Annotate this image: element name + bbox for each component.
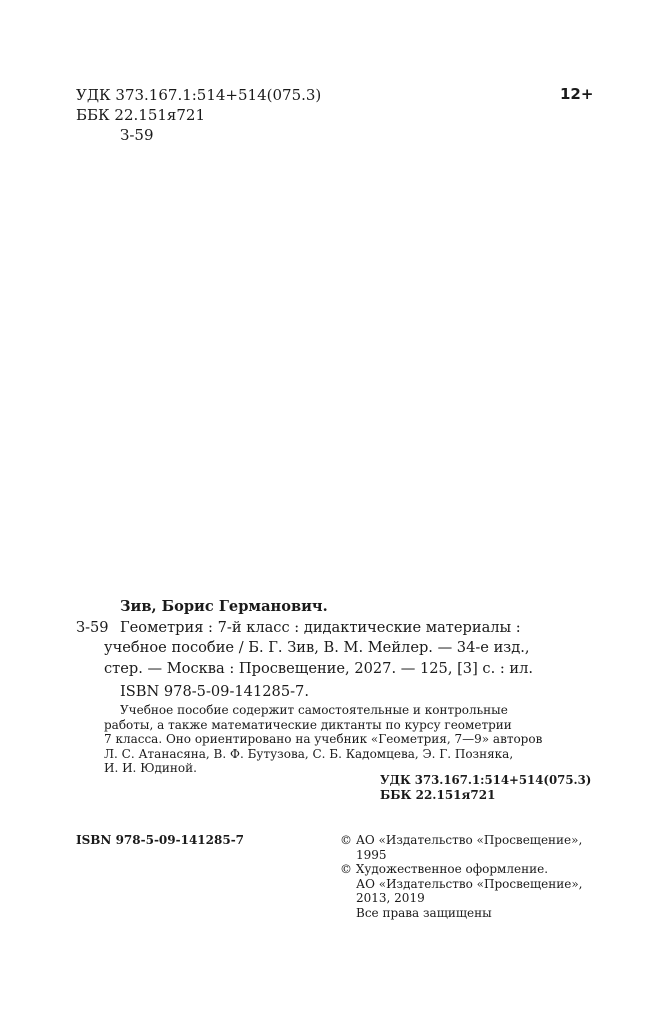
annotation-line-1: Учебное пособие содержит самостоятельные и контрольные [120,703,508,717]
top-udk: УДК 373.167.1:514+514(075.3) [76,86,322,104]
entry-line-1: Геометрия : 7-й класс : дидактические материалы : [120,619,521,636]
entry-code: З-59 [76,619,109,636]
top-bbk: ББК 22.151я721 [76,106,206,124]
entry-author: Зив, Борис Германович. [120,598,328,615]
annotation-line-2: работы, а также математические диктанты по курсу геометрии [104,718,512,732]
annotation-line-3: 7 класса. Оно ориентировано на учебник «Геометрия, 7—9» авторов [104,732,543,746]
copyright-line-5: 2013, 2019 [356,891,425,905]
entry-line-3: стер. — Москва : Просвещение, 2027. — 125, [3] с. : ил. [104,660,534,677]
copyright-line-1: © АО «Издательство «Просвещение», [340,833,583,847]
annotation-line-4: Л. С. Атанасяна, В. Ф. Бутузова, С. Б. Кадомцева, Э. Г. Позняка, [104,747,514,761]
annotation-line-5: И. И. Юдиной. [104,761,197,775]
classification-udk: УДК 373.167.1:514+514(075.3) [380,773,592,787]
entry-line-2: учебное пособие / Б. Г. Зив, В. М. Мейлер. — 34-е изд., [104,639,530,656]
copyright-line-2: 1995 [356,848,387,862]
top-code: З-59 [120,126,154,144]
copyright-line-6: Все права защищены [356,906,492,920]
copyright-line-3: © Художественное оформление. [340,862,549,876]
copyright-line-4: АО «Издательство «Просвещение», [356,877,583,891]
age-rating: 12+ [560,85,594,103]
entry-isbn: ISBN 978-5-09-141285-7. [120,683,309,700]
classification-bbk: ББК 22.151я721 [380,788,496,802]
footer-isbn: ISBN 978-5-09-141285-7 [76,833,245,847]
